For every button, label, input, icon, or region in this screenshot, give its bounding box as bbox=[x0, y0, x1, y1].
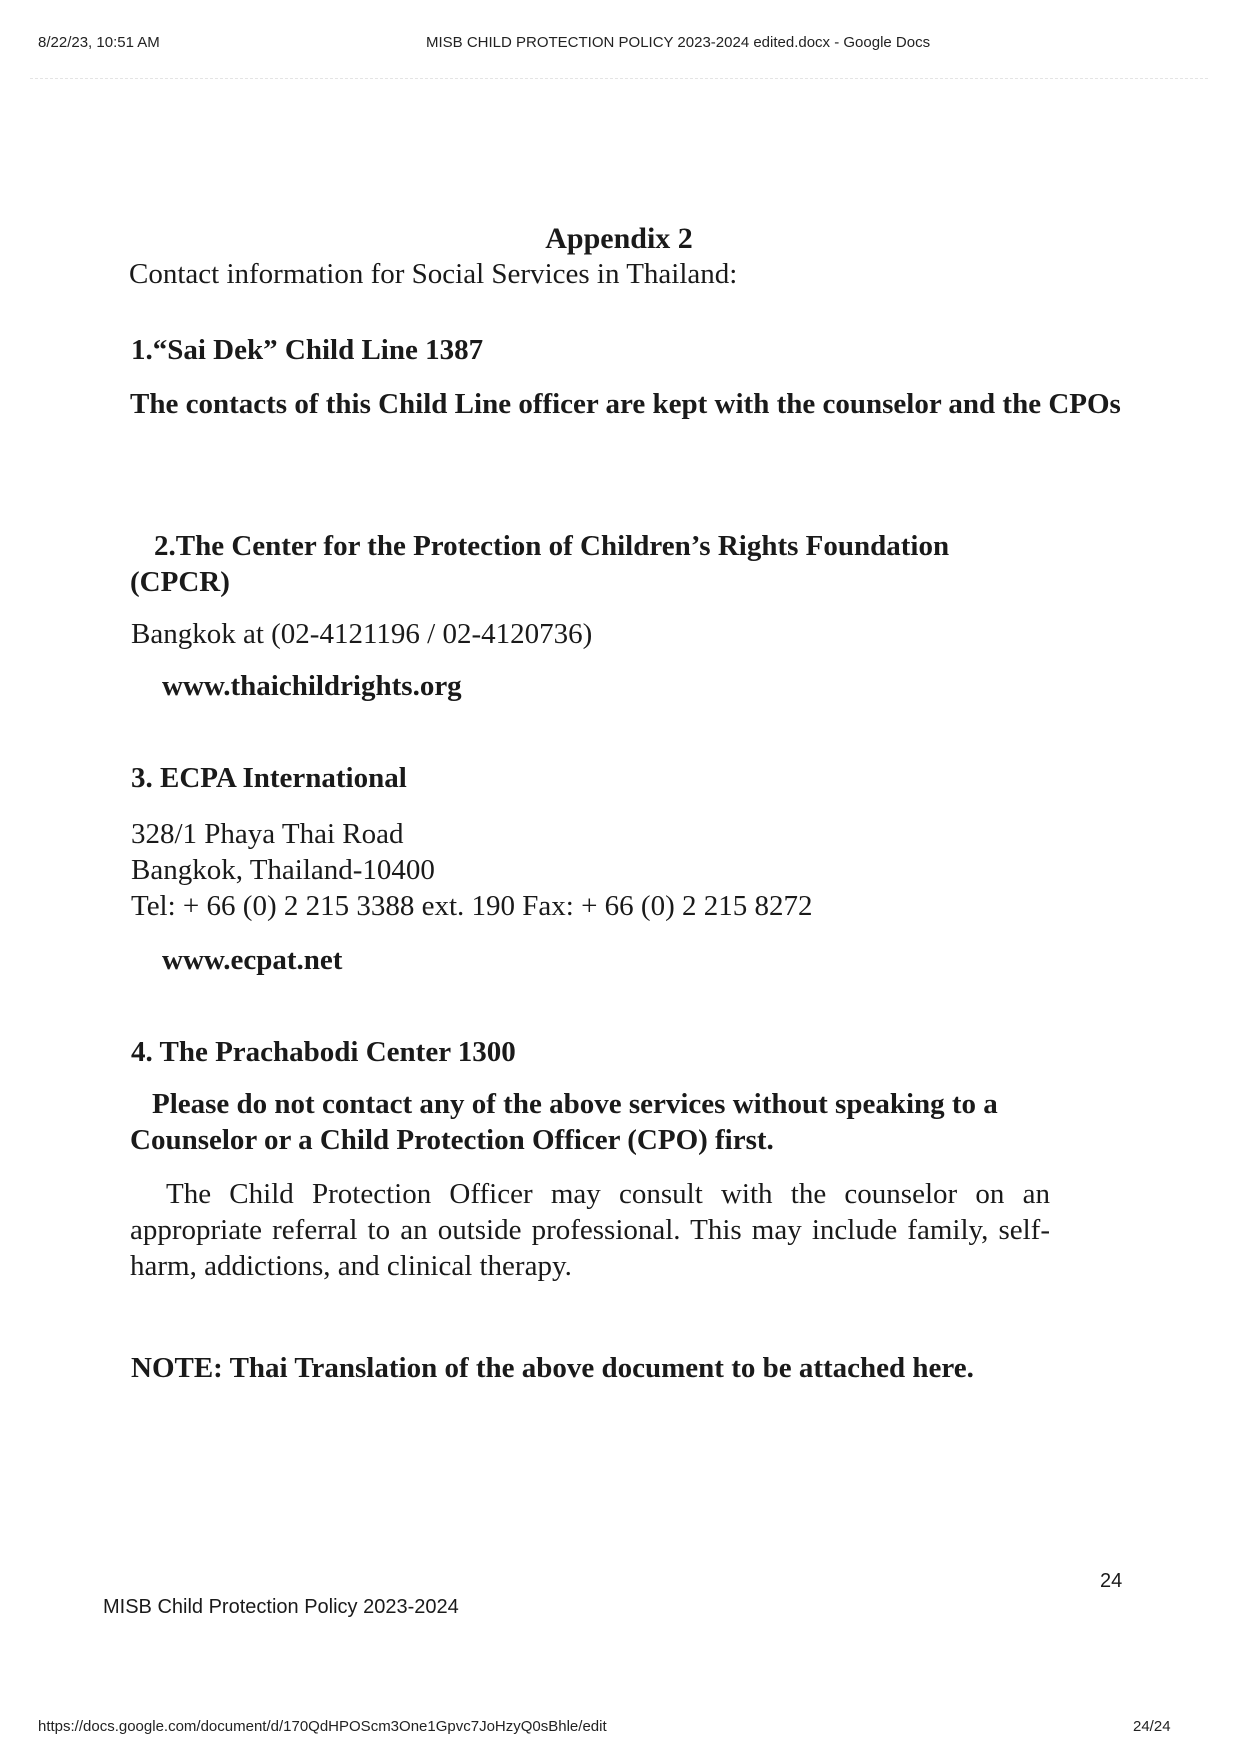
item1-note: The contacts of this Child Line officer are kept with the counselor and the CPOs bbox=[130, 388, 1121, 420]
doc-footer: MISB Child Protection Policy 2023-2024 bbox=[103, 1596, 459, 1618]
intro-text: Contact information for Social Services in Thailand: bbox=[129, 258, 738, 290]
item3-title: 3. ECPA International bbox=[131, 762, 407, 794]
note-text: NOTE: Thai Translation of the above document to be attached here. bbox=[131, 1352, 974, 1384]
print-page-count: 24/24 bbox=[1133, 1718, 1171, 1735]
item1-title: 1.“Sai Dek” Child Line 1387 bbox=[131, 334, 484, 366]
page-number: 24 bbox=[1100, 1570, 1123, 1592]
item2-title: 2.The Center for the Protection of Children’s Rights Foundation (CPCR) bbox=[130, 530, 950, 598]
item3-url: www.ecpat.net bbox=[162, 944, 343, 976]
item2-phone: Bangkok at (02-4121196 / 02-4120736) bbox=[131, 618, 593, 650]
print-datetime: 8/22/23, 10:51 AM bbox=[38, 34, 160, 51]
print-footer-url: https://docs.google.com/document/d/170QdHPOScm3One1Gpvc7JoHzyQ0sBhle/edit bbox=[38, 1718, 607, 1735]
item3-address-line1: 328/1 Phaya Thai Road bbox=[131, 818, 404, 850]
header-divider bbox=[30, 78, 1208, 79]
item3-tel-fax: Tel: + 66 (0) 2 215 3388 ext. 190 Fax: + 66 (0) 2 215 8272 bbox=[131, 890, 813, 922]
item3-address-line2: Bangkok, Thailand-10400 bbox=[131, 854, 435, 886]
appendix-heading: Appendix 2 bbox=[545, 222, 693, 255]
referral-text: The Child Protection Officer may consult with the counselor on an appropriate referral to an outside professional. This may include family, self-harm, addictions, and clinical therapy. bbox=[130, 1178, 1050, 1282]
item4-title: 4. The Prachabodi Center 1300 bbox=[131, 1036, 516, 1068]
print-doc-title: MISB CHILD PROTECTION POLICY 2023-2024 edited.docx - Google Docs bbox=[426, 34, 931, 51]
warning-text: Please do not contact any of the above services without speaking to a Counselor or a Child Protection Officer (CPO) first. bbox=[130, 1088, 998, 1156]
item2-url: www.thaichildrights.org bbox=[162, 670, 462, 702]
